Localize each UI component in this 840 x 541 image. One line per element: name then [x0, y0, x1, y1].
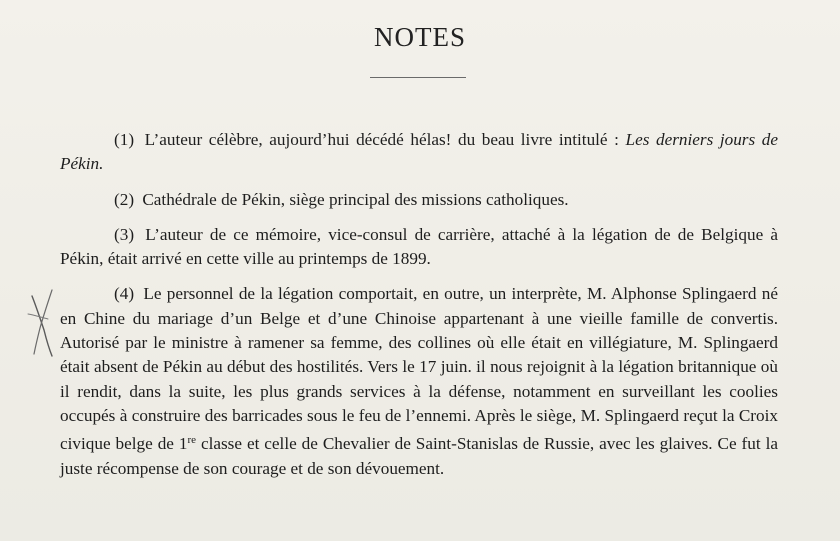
pencil-margin-mark-icon	[22, 284, 62, 362]
note-text: Le personnel de la légation comportait, en outre, un interprète, M. Alphonse Splingaerd né en Chine du mariage d’un Belge et d’une Chinoise appartenant à une vieille famille de convertis. Autorisé par le ministre à ramener sa femme, des collines où elle était en villégiature, M. Splingaerd était absent de Pékin au début des hostilités. Vers le 17 juin. il nous rejoignit à la légation britannique où il rendit, dans la suite, les plus grands services à la défense, notamment en surveillant les coolies occupés à construire des barricades sous le feu de l’ennemi. Après le siège, M. Splingaerd reçut la Croix civique belge de 1	[60, 284, 778, 454]
page-title: NOTES	[374, 22, 466, 53]
title-divider	[370, 77, 466, 78]
note-ref: (1)	[114, 130, 135, 149]
note-4	[60, 282, 778, 480]
note-ref: (4)	[114, 284, 135, 304]
note-3	[60, 223, 778, 272]
note-2	[60, 188, 778, 212]
ordinal-superscript: re	[187, 434, 197, 447]
note-text: L’auteur de ce mémoire, vice-consul de carrière, attaché à la légation de de Belgique à Pékin, était arrivé en cette ville au printemps de 1899.	[60, 224, 778, 269]
notes-list	[60, 128, 778, 491]
book-title: Les derniers jours de Pékin.	[60, 130, 778, 174]
note-1	[60, 128, 778, 177]
note-text: Cathédrale de Pékin, siège principal des missions catholiques.	[142, 189, 569, 209]
note-text-continued: classe et celle de Chevalier de Saint-Stanislas de Russie, avec les glaives. Ce fut la juste récompense de son courage et de son dévouement.	[60, 434, 778, 478]
note-ref: (2)	[114, 189, 135, 209]
note-ref: (3)	[114, 224, 135, 244]
note-text: L’auteur célèbre, aujourd’hui décédé hélas! du beau livre intitulé :	[144, 130, 626, 149]
